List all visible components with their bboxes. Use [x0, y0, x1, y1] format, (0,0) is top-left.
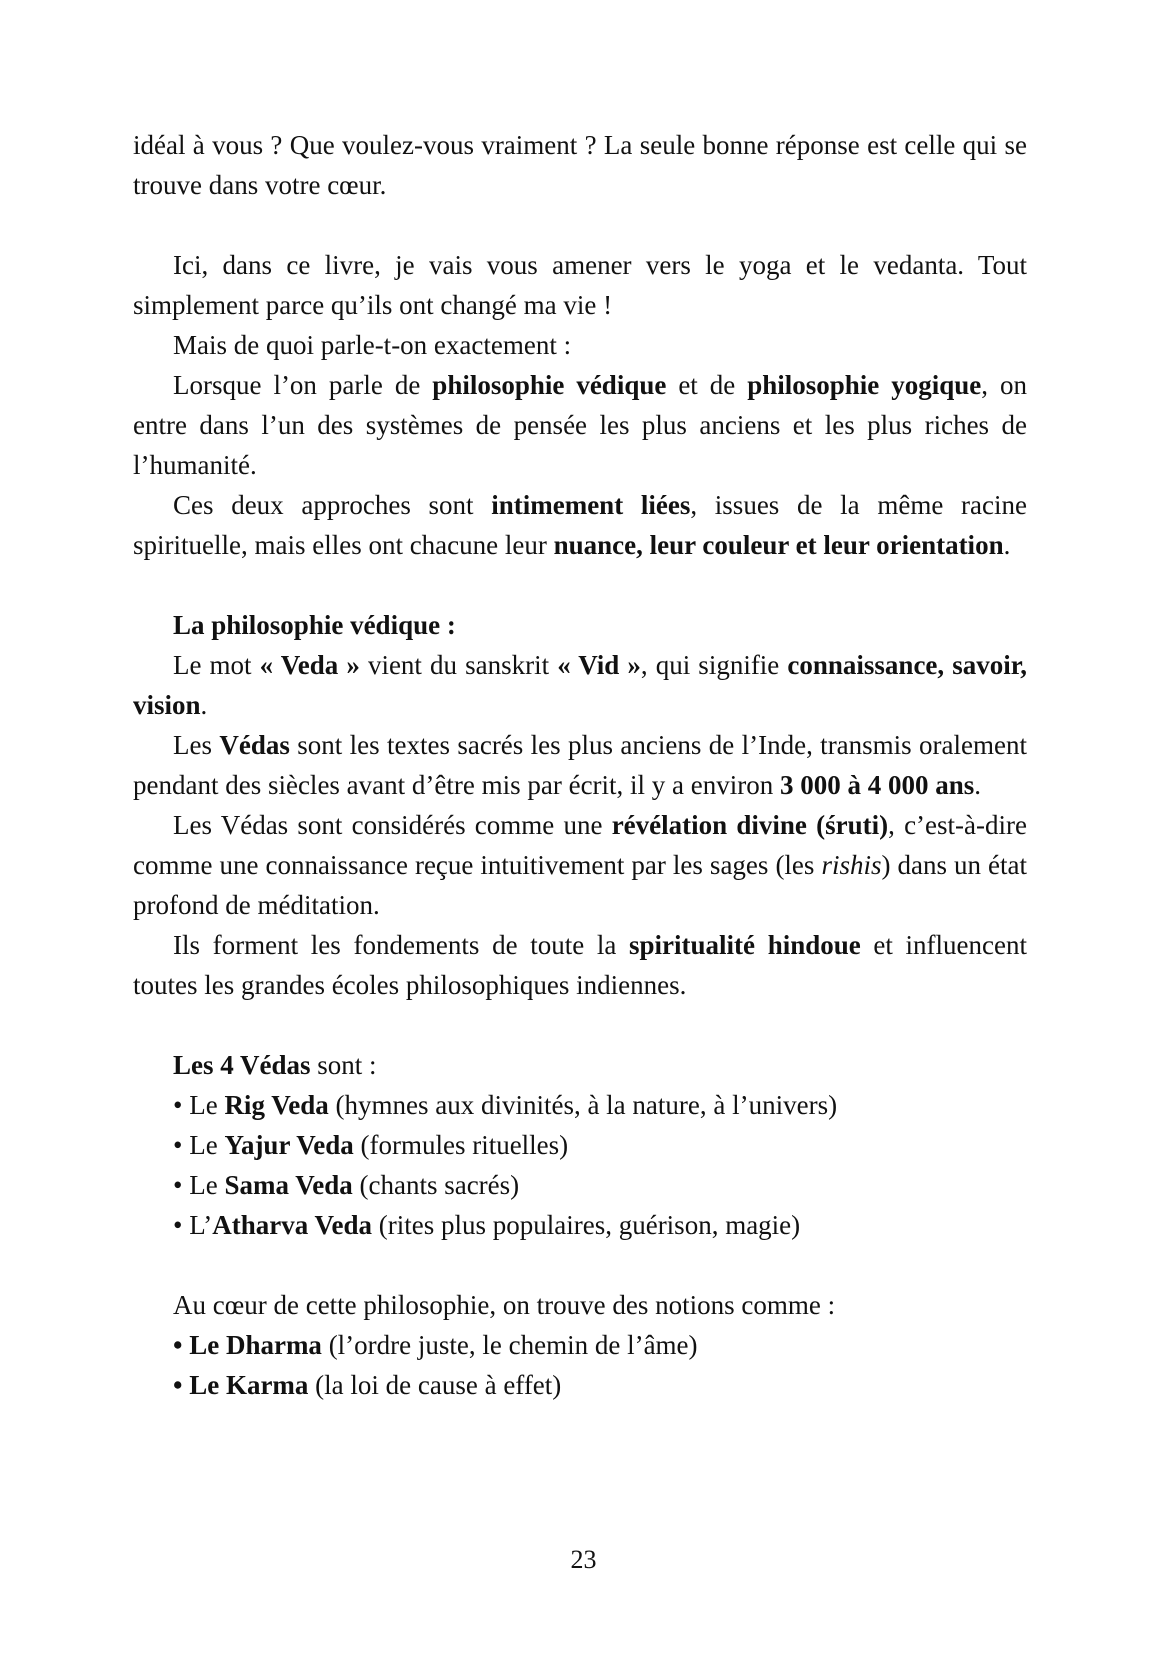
paragraph-approaches: Ces deux approches sont intimement liées, issues de la même racine spirituelle, mais elles ont chacune leur nuance, leur couleur et leur orientation. [133, 490, 1027, 560]
list-item: • Le Rig Veda (hymnes aux divinités, à la nature, à l’univers) [173, 1090, 838, 1120]
list-item: • Le Sama Veda (chants sacrés) [173, 1170, 520, 1200]
list-item: • Le Dharma (l’ordre juste, le chemin de l’âme) [173, 1330, 698, 1360]
page-body [133, 125, 1027, 1405]
vedas-list-intro: Les 4 Védas sont : [173, 1050, 377, 1080]
list-item: • Le Karma (la loi de cause à effet) [173, 1370, 562, 1400]
list-item: • Le Yajur Veda (formules rituelles) [173, 1130, 569, 1160]
paragraph-foundations: Ils forment les fondements de toute la spiritualité hindoue et influencent toutes les grandes écoles philosophiques indiennes. [133, 930, 1028, 1000]
paragraph-philosophies: Lorsque l’on parle de philosophie védique et de philosophie yogique, on entre dans l’un des systèmes de pensée les plus anciens et les plus riches de l’humanité. [133, 370, 1027, 480]
paragraph-vedas-texts: Les Védas sont les textes sacrés les plus anciens de l’Inde, transmis oralement pendant des siècles avant d’être mis par écrit, il y a environ 3 000 à 4 000 ans. [133, 730, 1027, 800]
section-heading: La philosophie védique : [173, 610, 456, 640]
notions-list [133, 1325, 1027, 1405]
paragraph-question: Mais de quoi parle-t-on exactement : [173, 330, 572, 360]
paragraph-revelation: Les Védas sont considérés comme une révélation divine (śruti), c’est-à-dire comme une connaissance reçue intuitivement par les sages (les rishis) dans un état profond de méditation. [133, 810, 1028, 920]
paragraph-veda-word: Le mot « Veda » vient du sanskrit « Vid », qui signifie connaissance, savoir, vision. [133, 650, 1028, 720]
paragraph-book-intro: Ici, dans ce livre, je vais vous amener vers le yoga et le vedanta. Tout simplement parce qu’ils ont changé ma vie ! [133, 250, 1027, 320]
intro-paragraph: idéal à vous ? Que voulez-vous vraiment ? La seule bonne réponse est celle qui se trouve dans votre cœur. [133, 130, 1027, 200]
vedas-list [133, 1085, 1027, 1245]
notions-intro: Au cœur de cette philosophie, on trouve des notions comme : [173, 1290, 836, 1320]
page-number: 23 [570, 1545, 597, 1574]
list-item: • L’Atharva Veda (rites plus populaires, guérison, magie) [173, 1210, 801, 1240]
